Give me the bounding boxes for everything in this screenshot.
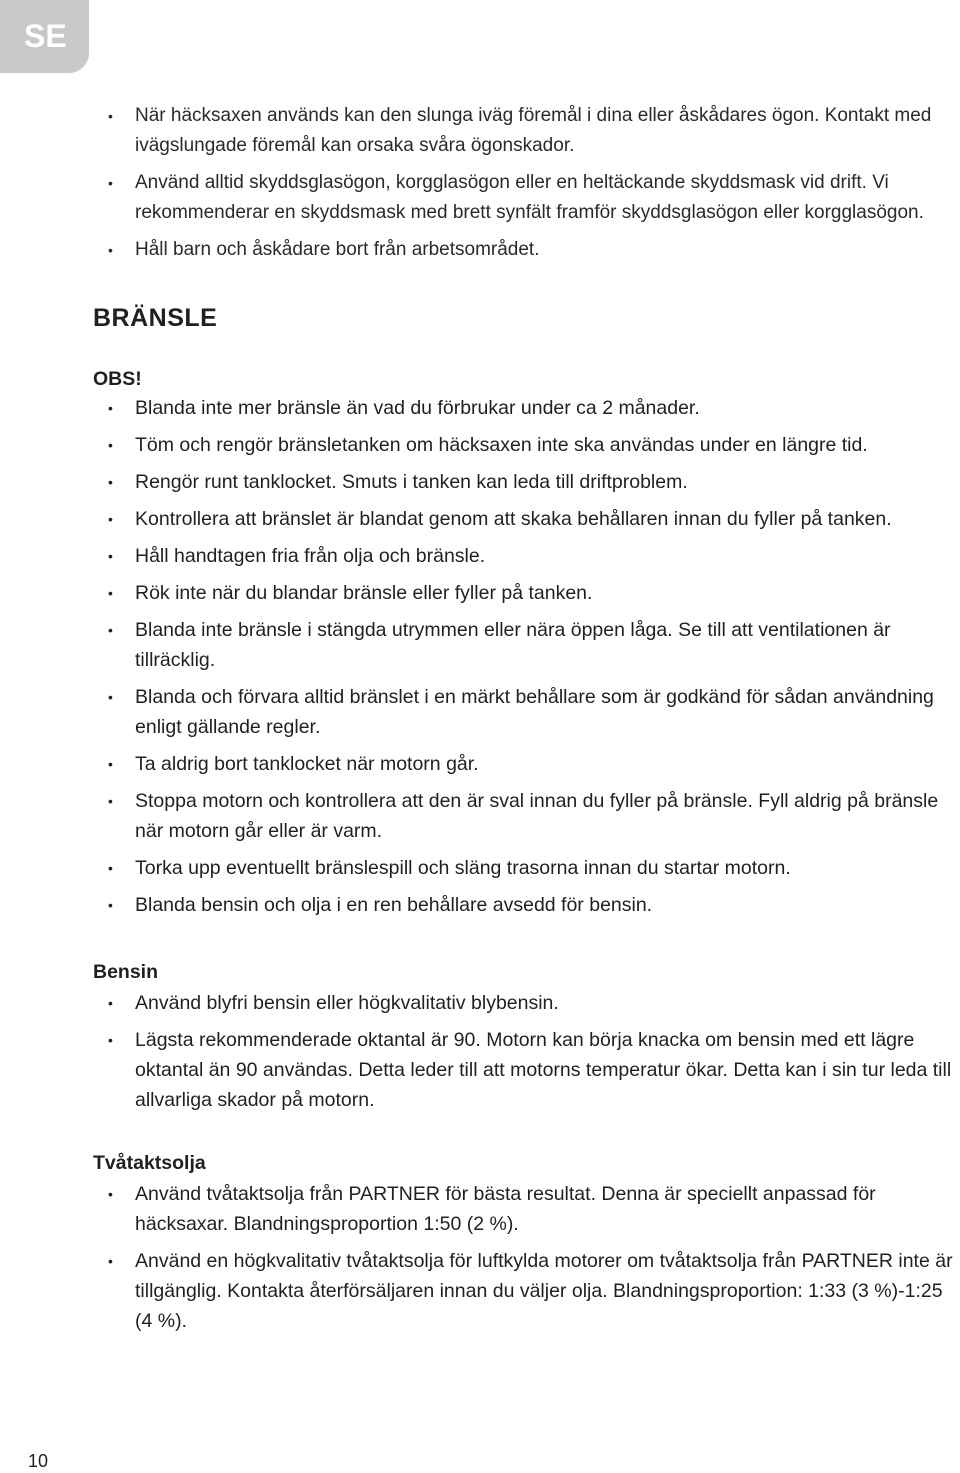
- bullet-icon: •: [108, 511, 113, 527]
- bullet-icon: •: [108, 242, 113, 258]
- fuel-list: [93, 393, 953, 920]
- petrol-list: [93, 988, 953, 1115]
- list-item: • Använd blyfri bensin eller högkvalitativ blybensin.: [93, 988, 953, 1018]
- bullet-icon: •: [108, 756, 113, 772]
- bullet-icon: •: [108, 622, 113, 638]
- bullet-icon: •: [108, 474, 113, 490]
- page-content: [93, 101, 953, 1343]
- bullet-icon: •: [108, 689, 113, 705]
- list-item: • Blanda inte bränsle i stängda utrymmen eller nära öppen låga. Se till att ventilationen är tillräcklig.: [93, 615, 953, 675]
- list-item: • Använd tvåtaktsolja från PARTNER för bästa resultat. Denna är speciellt anpassad för häcksaxar. Blandningsproportion 1:50 (2 %).: [93, 1179, 953, 1239]
- bullet-icon: •: [108, 793, 113, 809]
- list-item: • Rök inte när du blandar bränsle eller fyller på tanken.: [93, 578, 953, 608]
- bullet-icon: •: [108, 860, 113, 876]
- bullet-icon: •: [108, 995, 113, 1011]
- list-item: • Töm och rengör bränsletanken om häcksaxen inte ska användas under en längre tid.: [93, 430, 953, 460]
- list-item: • Blanda bensin och olja i en ren behållare avsedd för bensin.: [93, 890, 953, 920]
- bullet-icon: •: [108, 400, 113, 416]
- page-number: 10: [28, 1451, 49, 1471]
- oil-list: [93, 1179, 953, 1336]
- bullet-icon: •: [108, 1253, 113, 1269]
- bullet-icon: •: [108, 1186, 113, 1202]
- list-item: • Kontrollera att bränslet är blandat genom att skaka behållaren innan du fyller på tanken.: [93, 504, 953, 534]
- obs-label: OBS!: [93, 368, 142, 390]
- section-heading-fuel: BRÄNSLE: [93, 304, 218, 332]
- list-item: • Blanda och förvara alltid bränslet i en märkt behållare som är godkänd för sådan användning enligt gällande regler.: [93, 682, 953, 742]
- bullet-icon: •: [108, 897, 113, 913]
- list-item: • Stoppa motorn och kontrollera att den är sval innan du fyller på bränsle. Fyll aldrig på bränsle när motorn går eller är varm.: [93, 786, 953, 846]
- bullet-icon: •: [108, 175, 113, 191]
- list-item: • Håll handtagen fria från olja och bränsle.: [93, 541, 953, 571]
- list-item: • När häcksaxen används kan den slunga iväg föremål i dina eller åskådares ögon. Kontakt med ivägslungade föremål kan orsaka svåra ögonskador.: [93, 101, 953, 161]
- list-item: • Ta aldrig bort tanklocket när motorn går.: [93, 749, 953, 779]
- language-tab: SE: [0, 0, 89, 73]
- bullet-icon: •: [108, 548, 113, 564]
- bullet-icon: •: [108, 1032, 113, 1048]
- list-item: • Använd en högkvalitativ tvåtaktsolja för luftkylda motorer om tvåtaktsolja från PARTNER inte är tillgänglig. Kontakta återförsäljaren innan du väljer olja. Blandningsproportion: 1:33 (3 %)-1:25 (4 %).: [93, 1246, 953, 1336]
- list-item: • Torka upp eventuellt bränslespill och släng trasorna innan du startar motorn.: [93, 853, 953, 883]
- bullet-icon: •: [108, 585, 113, 601]
- list-item: • Blanda inte mer bränsle än vad du förbrukar under ca 2 månader.: [93, 393, 953, 423]
- list-item: • Använd alltid skyddsglasögon, korgglasögon eller en heltäckande skyddsmask vid drift. Vi rekommenderar en skyddsmask med brett synfält framför skyddsglasögon eller korgglasögon.: [93, 168, 953, 228]
- subheading-two-stroke-oil: Tvåtaktsolja: [93, 1152, 206, 1174]
- list-item: • Lägsta rekommenderade oktantal är 90. Motorn kan börja knacka om bensin med ett lägre oktantal än 90 användas. Detta leder till att motorns temperatur ökar. Detta kan i sin tur leda till allvarliga skador på motorn.: [93, 1025, 953, 1115]
- intro-list: [93, 101, 953, 265]
- bullet-icon: •: [108, 108, 113, 124]
- bullet-icon: •: [108, 437, 113, 453]
- subheading-petrol: Bensin: [93, 961, 159, 983]
- list-item: • Håll barn och åskådare bort från arbetsområdet.: [93, 235, 953, 265]
- list-item: • Rengör runt tanklocket. Smuts i tanken kan leda till driftproblem.: [93, 467, 953, 497]
